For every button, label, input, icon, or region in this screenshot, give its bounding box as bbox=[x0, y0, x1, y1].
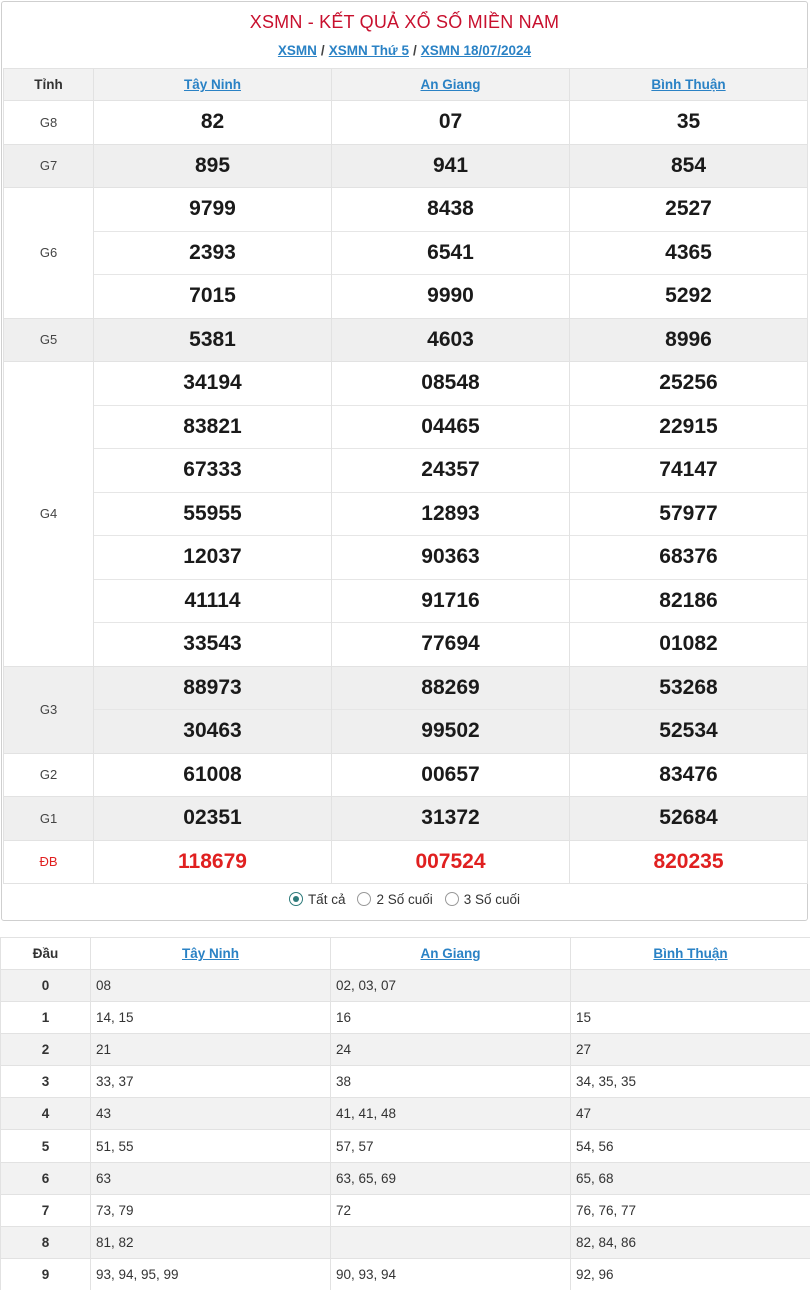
prize-number: 007524 bbox=[332, 840, 570, 884]
prize-number: 57977 bbox=[570, 492, 808, 536]
prize-number: 4365 bbox=[570, 231, 808, 275]
dau-values bbox=[331, 1226, 571, 1258]
dau-values: 90, 93, 94 bbox=[331, 1258, 571, 1290]
dau-values: 51, 55 bbox=[91, 1130, 331, 1162]
prize-number: 99502 bbox=[332, 710, 570, 754]
dau-values: 63 bbox=[91, 1162, 331, 1194]
dau-values: 81, 82 bbox=[91, 1226, 331, 1258]
dau-row bbox=[1, 1034, 810, 1066]
dau-values: 92, 96 bbox=[571, 1258, 810, 1290]
results-body bbox=[4, 101, 808, 884]
dau-digit: 8 bbox=[1, 1226, 91, 1258]
dau-values: 47 bbox=[571, 1098, 810, 1130]
prize-label: G6 bbox=[4, 188, 94, 319]
prize-number: 90363 bbox=[332, 536, 570, 580]
dau-row bbox=[1, 1226, 810, 1258]
dau-values: 38 bbox=[331, 1066, 571, 1098]
prize-number: 5292 bbox=[570, 275, 808, 319]
results-card bbox=[1, 1, 808, 921]
prize-row bbox=[4, 362, 808, 406]
prize-number: 8438 bbox=[332, 188, 570, 232]
dau-values: 15 bbox=[571, 1002, 810, 1034]
prize-label: G2 bbox=[4, 753, 94, 797]
province-header bbox=[332, 69, 570, 101]
dau-digit: 2 bbox=[1, 1034, 91, 1066]
filter-option-label: 3 Số cuối bbox=[463, 892, 521, 907]
prize-number: 9799 bbox=[94, 188, 332, 232]
filter-option[interactable] bbox=[445, 892, 520, 907]
prize-row bbox=[4, 101, 808, 145]
dau-values: 33, 37 bbox=[91, 1066, 331, 1098]
prize-row bbox=[4, 753, 808, 797]
prize-row bbox=[4, 492, 808, 536]
dau-values: 76, 76, 77 bbox=[571, 1194, 810, 1226]
prize-row bbox=[4, 797, 808, 841]
prize-number: 77694 bbox=[332, 623, 570, 667]
prize-label: G1 bbox=[4, 797, 94, 841]
province-column-header: Tỉnh bbox=[4, 69, 94, 101]
dau-digit: 4 bbox=[1, 1098, 91, 1130]
dau-values: 02, 03, 07 bbox=[331, 970, 571, 1002]
prize-row bbox=[4, 449, 808, 493]
prize-number: 82186 bbox=[570, 579, 808, 623]
prize-number: 88269 bbox=[332, 666, 570, 710]
dau-digit: 6 bbox=[1, 1162, 91, 1194]
results-header-row bbox=[4, 69, 808, 101]
dau-row bbox=[1, 970, 810, 1002]
page-title: XSMN - KẾT QUẢ XỔ SỐ MIỀN NAM bbox=[249, 12, 560, 32]
dau-row bbox=[1, 1066, 810, 1098]
prize-label: G3 bbox=[4, 666, 94, 753]
prize-number: 82 bbox=[94, 101, 332, 145]
dau-values: 14, 15 bbox=[91, 1002, 331, 1034]
prize-number: 9990 bbox=[332, 275, 570, 319]
prize-row bbox=[4, 536, 808, 580]
prize-number: 820235 bbox=[570, 840, 808, 884]
prize-label: G5 bbox=[4, 318, 94, 362]
prize-number: 22915 bbox=[570, 405, 808, 449]
prize-number: 00657 bbox=[332, 753, 570, 797]
dau-values: 93, 94, 95, 99 bbox=[91, 1258, 331, 1290]
dau-values: 54, 56 bbox=[571, 1130, 810, 1162]
prize-number: 2527 bbox=[570, 188, 808, 232]
prize-number: 30463 bbox=[94, 710, 332, 754]
dau-values: 82, 84, 86 bbox=[571, 1226, 810, 1258]
prize-row bbox=[4, 840, 808, 884]
prize-number: 53268 bbox=[570, 666, 808, 710]
dau-values: 43 bbox=[91, 1098, 331, 1130]
prize-number: 35 bbox=[570, 101, 808, 145]
dau-digit: 5 bbox=[1, 1130, 91, 1162]
province-link-binh-thuan[interactable]: Bình Thuận bbox=[651, 77, 726, 92]
filter-option[interactable] bbox=[289, 892, 346, 907]
province-header bbox=[571, 938, 810, 970]
dau-digit: 3 bbox=[1, 1066, 91, 1098]
prize-row bbox=[4, 318, 808, 362]
prize-label: G4 bbox=[4, 362, 94, 667]
dau-values: 27 bbox=[571, 1034, 810, 1066]
radio-button[interactable] bbox=[445, 892, 459, 906]
prize-row bbox=[4, 666, 808, 710]
dau-body bbox=[1, 970, 810, 1290]
prize-number: 08548 bbox=[332, 362, 570, 406]
prize-number: 52534 bbox=[570, 710, 808, 754]
breadcrumb-separator: / bbox=[320, 43, 325, 58]
prize-number: 55955 bbox=[94, 492, 332, 536]
prize-number: 2393 bbox=[94, 231, 332, 275]
province-header bbox=[570, 69, 808, 101]
filter-option-label: 2 Số cuối bbox=[376, 892, 433, 907]
breadcrumb-separator: / bbox=[412, 43, 417, 58]
dau-row bbox=[1, 1194, 810, 1226]
breadcrumb-xsmn-date[interactable]: XSMN 18/07/2024 bbox=[420, 43, 532, 58]
dau-row bbox=[1, 1002, 810, 1034]
prize-number: 12893 bbox=[332, 492, 570, 536]
prize-number: 83476 bbox=[570, 753, 808, 797]
prize-number: 24357 bbox=[332, 449, 570, 493]
prize-row bbox=[4, 623, 808, 667]
dau-province-link-tay-ninh[interactable]: Tây Ninh bbox=[181, 946, 239, 961]
dau-values: 41, 41, 48 bbox=[331, 1098, 571, 1130]
prize-number: 895 bbox=[94, 144, 332, 188]
dau-province-link-binh-thuan[interactable]: Bình Thuận bbox=[653, 946, 728, 961]
prize-number: 31372 bbox=[332, 797, 570, 841]
dau-values: 72 bbox=[331, 1194, 571, 1226]
province-link-tay-ninh[interactable]: Tây Ninh bbox=[183, 77, 241, 92]
province-header bbox=[331, 938, 571, 970]
dau-values: 16 bbox=[331, 1002, 571, 1034]
dau-values: 24 bbox=[331, 1034, 571, 1066]
breadcrumb-xsmn-thu5[interactable]: XSMN Thứ 5 bbox=[328, 43, 409, 58]
prize-row bbox=[4, 710, 808, 754]
prize-number: 6541 bbox=[332, 231, 570, 275]
dau-row bbox=[1, 1162, 810, 1194]
radio-button[interactable] bbox=[357, 892, 371, 906]
prize-number: 91716 bbox=[332, 579, 570, 623]
dau-row bbox=[1, 1098, 810, 1130]
province-link-an-giang[interactable]: An Giang bbox=[420, 77, 481, 92]
results-table bbox=[3, 68, 808, 884]
dau-digit: 7 bbox=[1, 1194, 91, 1226]
dau-digit: 1 bbox=[1, 1002, 91, 1034]
dau-values: 08 bbox=[91, 970, 331, 1002]
prize-number: 12037 bbox=[94, 536, 332, 580]
dau-header-row bbox=[1, 938, 810, 970]
prize-number: 25256 bbox=[570, 362, 808, 406]
dau-values: 63, 65, 69 bbox=[331, 1162, 571, 1194]
prize-row bbox=[4, 231, 808, 275]
prize-row bbox=[4, 579, 808, 623]
prize-label: G7 bbox=[4, 144, 94, 188]
dau-column-header: Đầu bbox=[1, 938, 91, 970]
dau-values bbox=[571, 970, 810, 1002]
breadcrumb-xsmn[interactable]: XSMN bbox=[277, 43, 317, 58]
prize-number: 68376 bbox=[570, 536, 808, 580]
prize-row bbox=[4, 144, 808, 188]
prize-number: 8996 bbox=[570, 318, 808, 362]
prize-number: 4603 bbox=[332, 318, 570, 362]
dau-digit: 9 bbox=[1, 1258, 91, 1290]
prize-number: 5381 bbox=[94, 318, 332, 362]
prize-number: 07 bbox=[332, 101, 570, 145]
prize-number: 118679 bbox=[94, 840, 332, 884]
dau-province-link-an-giang[interactable]: An Giang bbox=[420, 946, 481, 961]
province-header bbox=[91, 938, 331, 970]
dau-row bbox=[1, 1258, 810, 1290]
prize-number: 52684 bbox=[570, 797, 808, 841]
dau-values: 21 bbox=[91, 1034, 331, 1066]
prize-row bbox=[4, 188, 808, 232]
province-header bbox=[94, 69, 332, 101]
prize-row bbox=[4, 275, 808, 319]
prize-number: 854 bbox=[570, 144, 808, 188]
dau-digit: 0 bbox=[1, 970, 91, 1002]
filter-option[interactable] bbox=[357, 892, 432, 907]
dau-values: 57, 57 bbox=[331, 1130, 571, 1162]
filter-option-label: Tất cả bbox=[307, 892, 346, 907]
prize-number: 88973 bbox=[94, 666, 332, 710]
prize-number: 34194 bbox=[94, 362, 332, 406]
prize-number: 01082 bbox=[570, 623, 808, 667]
breadcrumb bbox=[2, 43, 807, 58]
prize-row bbox=[4, 405, 808, 449]
digit-filter-options bbox=[2, 892, 807, 907]
dau-values: 34, 35, 35 bbox=[571, 1066, 810, 1098]
dau-values: 65, 68 bbox=[571, 1162, 810, 1194]
prize-number: 61008 bbox=[94, 753, 332, 797]
prize-label: ĐB bbox=[4, 840, 94, 884]
prize-number: 04465 bbox=[332, 405, 570, 449]
prize-number: 33543 bbox=[94, 623, 332, 667]
prize-number: 67333 bbox=[94, 449, 332, 493]
prize-number: 941 bbox=[332, 144, 570, 188]
prize-number: 7015 bbox=[94, 275, 332, 319]
prize-number: 74147 bbox=[570, 449, 808, 493]
dau-row bbox=[1, 1130, 810, 1162]
dau-table bbox=[0, 937, 810, 1290]
prize-number: 41114 bbox=[94, 579, 332, 623]
prize-number: 02351 bbox=[94, 797, 332, 841]
prize-label: G8 bbox=[4, 101, 94, 145]
prize-number: 83821 bbox=[94, 405, 332, 449]
radio-button[interactable] bbox=[289, 892, 303, 906]
dau-values: 73, 79 bbox=[91, 1194, 331, 1226]
